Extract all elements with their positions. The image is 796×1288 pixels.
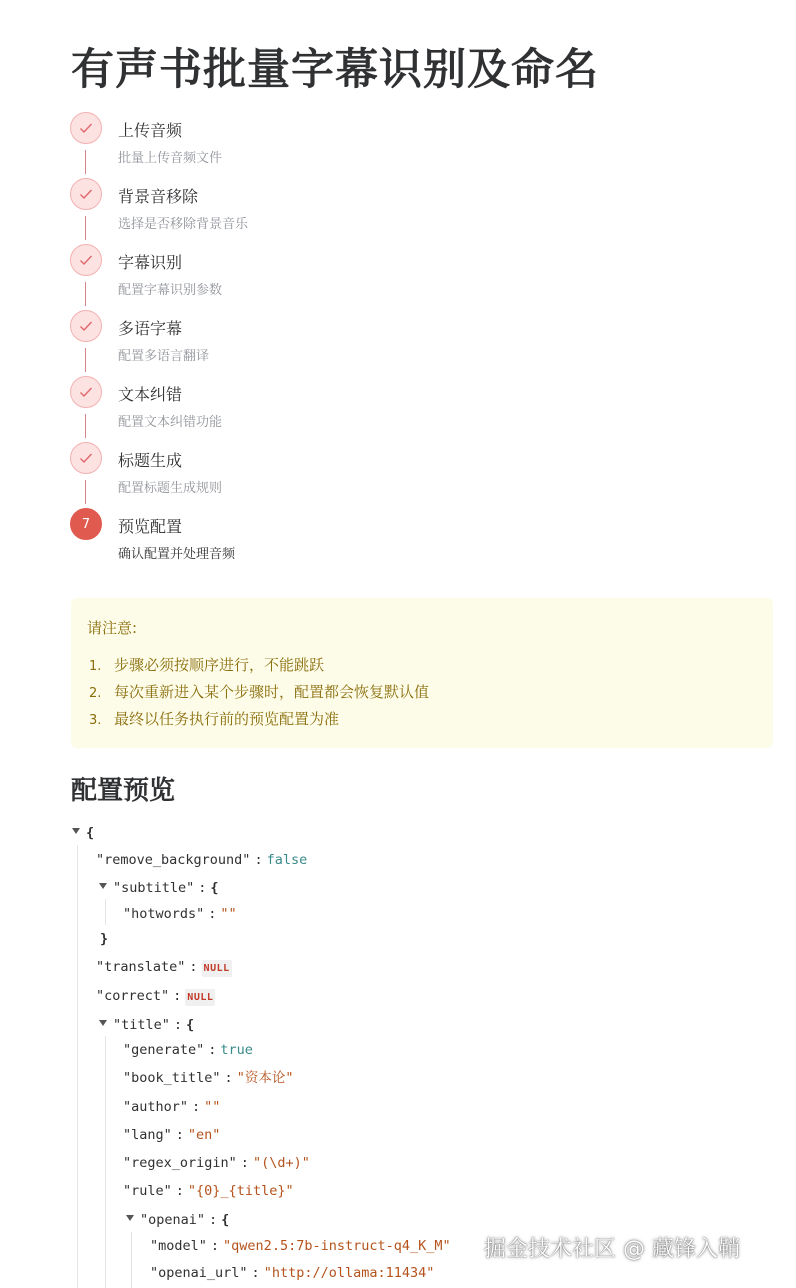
collapse-toggle-icon[interactable] bbox=[99, 1020, 107, 1026]
page-title: 有声书批量字幕识别及命名 bbox=[71, 45, 599, 95]
json-row-correct bbox=[96, 987, 215, 1007]
notice-item-text: 最终以任务执行前的预览配置为准 bbox=[114, 710, 340, 728]
json-key: "openai" bbox=[140, 1212, 206, 1228]
json-colon: : bbox=[240, 1155, 249, 1171]
json-key: "translate" bbox=[96, 959, 186, 975]
json-row-subtitle[interactable] bbox=[99, 879, 219, 897]
check-icon bbox=[70, 310, 102, 342]
json-indent-guide bbox=[131, 1232, 132, 1288]
json-key: "author" bbox=[123, 1099, 189, 1115]
json-indent-guide bbox=[105, 1036, 106, 1288]
config-preview-heading: 配置预览 bbox=[71, 776, 176, 806]
check-icon bbox=[70, 376, 102, 408]
notice-item bbox=[89, 708, 429, 735]
notice-item-number: 2. bbox=[89, 686, 102, 701]
json-row-close bbox=[100, 930, 108, 948]
json-brace: { bbox=[221, 1212, 230, 1228]
notice-box bbox=[71, 598, 773, 748]
json-colon: : bbox=[210, 1238, 220, 1254]
watermark: 掘金技术社区 @ 藏锋入鞘 bbox=[484, 1237, 740, 1262]
step-title: 字幕识别 bbox=[118, 253, 183, 272]
json-colon: : bbox=[175, 1183, 184, 1199]
json-value: "http://ollama:11434" bbox=[263, 1265, 435, 1281]
collapse-toggle-icon[interactable] bbox=[99, 883, 107, 889]
json-value: "en" bbox=[187, 1127, 221, 1143]
json-row-book-title bbox=[123, 1069, 293, 1087]
step-description: 配置字幕识别参数 bbox=[118, 283, 223, 298]
json-brace: { bbox=[210, 880, 219, 896]
json-value: "" bbox=[220, 906, 237, 922]
notice-item-number: 3. bbox=[89, 713, 102, 728]
check-icon bbox=[70, 244, 102, 276]
step-number-badge: 7 bbox=[70, 508, 102, 540]
json-row-regex-origin bbox=[123, 1154, 310, 1172]
step-title: 标题生成 bbox=[118, 451, 183, 470]
json-value: false bbox=[266, 852, 308, 868]
json-row-hotwords bbox=[123, 905, 237, 923]
step-title: 多语字幕 bbox=[118, 319, 183, 338]
notice-title: 请注意: bbox=[87, 619, 138, 637]
json-brace: { bbox=[86, 825, 95, 841]
json-value: "资本论" bbox=[236, 1070, 294, 1086]
json-colon: : bbox=[198, 880, 207, 896]
step-description: 配置文本纠错功能 bbox=[118, 415, 223, 430]
step-title: 文本纠错 bbox=[118, 385, 183, 404]
step-multilang-subtitle[interactable] bbox=[70, 310, 470, 376]
json-value: "(\d+)" bbox=[252, 1155, 310, 1171]
step-preview-config[interactable] bbox=[70, 508, 470, 574]
notice-item-text: 步骤必须按顺序进行，不能跳跃 bbox=[114, 656, 325, 674]
json-key: "subtitle" bbox=[113, 880, 195, 896]
json-key: "model" bbox=[150, 1238, 207, 1254]
json-null-badge: NULL bbox=[202, 960, 232, 977]
step-title: 上传音频 bbox=[118, 121, 183, 140]
notice-item bbox=[89, 654, 429, 681]
json-key: "regex_origin" bbox=[123, 1155, 237, 1171]
json-key: "generate" bbox=[123, 1042, 205, 1058]
json-colon: : bbox=[208, 906, 217, 922]
json-key: "correct" bbox=[96, 988, 170, 1004]
check-icon bbox=[70, 442, 102, 474]
json-row-rule bbox=[123, 1182, 294, 1200]
step-connector bbox=[85, 216, 86, 240]
json-brace: } bbox=[100, 931, 109, 947]
json-key: "remove_background" bbox=[96, 852, 251, 868]
json-colon: : bbox=[208, 1042, 217, 1058]
step-description: 批量上传音频文件 bbox=[118, 151, 223, 166]
check-icon bbox=[70, 112, 102, 144]
step-description: 确认配置并处理音频 bbox=[118, 547, 236, 562]
json-row-remove-background bbox=[96, 851, 307, 869]
json-colon: : bbox=[173, 1017, 183, 1033]
json-row-generate bbox=[123, 1041, 253, 1059]
json-colon: : bbox=[254, 852, 263, 868]
json-colon: : bbox=[173, 988, 182, 1004]
step-title: 背景音移除 bbox=[118, 187, 199, 206]
step-connector bbox=[85, 150, 86, 174]
step-description: 选择是否移除背景音乐 bbox=[118, 217, 249, 232]
json-row-openai[interactable] bbox=[126, 1211, 229, 1229]
notice-list bbox=[89, 654, 429, 735]
json-row-title[interactable] bbox=[99, 1016, 194, 1034]
json-row-model bbox=[150, 1237, 451, 1255]
notice-item-text: 每次重新进入某个步骤时，配置都会恢复默认值 bbox=[114, 683, 430, 701]
collapse-toggle-icon[interactable] bbox=[126, 1215, 134, 1221]
json-key: "title" bbox=[113, 1017, 170, 1033]
json-key: "openai_url" bbox=[150, 1265, 248, 1281]
step-connector bbox=[85, 282, 86, 306]
step-upload-audio[interactable] bbox=[70, 112, 470, 178]
json-key: "rule" bbox=[123, 1183, 172, 1199]
json-value: true bbox=[220, 1042, 253, 1058]
json-colon: : bbox=[189, 959, 198, 975]
json-colon: : bbox=[209, 1212, 218, 1228]
json-row-author bbox=[123, 1098, 220, 1116]
step-title: 预览配置 bbox=[118, 517, 183, 536]
json-indent-guide bbox=[77, 845, 78, 1288]
step-title-generation[interactable] bbox=[70, 442, 470, 508]
json-colon: : bbox=[175, 1127, 184, 1143]
step-description: 配置多语言翻译 bbox=[118, 349, 210, 364]
step-connector bbox=[85, 480, 86, 504]
json-row-openai-url bbox=[150, 1264, 434, 1282]
json-root-row[interactable] bbox=[72, 824, 94, 842]
check-icon bbox=[70, 178, 102, 210]
json-row-lang bbox=[123, 1126, 220, 1144]
steps-list bbox=[70, 112, 470, 582]
json-key: "book_title" bbox=[123, 1070, 221, 1086]
collapse-toggle-icon[interactable] bbox=[72, 828, 80, 834]
step-description: 配置标题生成规则 bbox=[118, 481, 223, 496]
notice-item-number: 1. bbox=[89, 659, 102, 674]
json-colon: : bbox=[192, 1099, 201, 1115]
step-remove-background[interactable] bbox=[70, 178, 470, 244]
json-colon: : bbox=[224, 1070, 233, 1086]
notice-item bbox=[89, 681, 429, 708]
json-value: "{0}_{title}" bbox=[187, 1183, 294, 1199]
step-connector bbox=[85, 414, 86, 438]
json-key: "hotwords" bbox=[123, 906, 205, 922]
json-brace: { bbox=[186, 1017, 195, 1033]
json-indent-guide bbox=[105, 899, 106, 925]
json-row-translate bbox=[96, 958, 232, 978]
json-colon: : bbox=[251, 1265, 260, 1281]
json-value: "qwen2.5:7b-instruct-q4_K_M" bbox=[223, 1238, 451, 1254]
step-connector bbox=[85, 348, 86, 372]
json-null-badge: NULL bbox=[185, 989, 215, 1006]
json-key: "lang" bbox=[123, 1127, 172, 1143]
step-subtitle-recognition[interactable] bbox=[70, 244, 470, 310]
step-text-correction[interactable] bbox=[70, 376, 470, 442]
json-value: "" bbox=[204, 1099, 221, 1115]
